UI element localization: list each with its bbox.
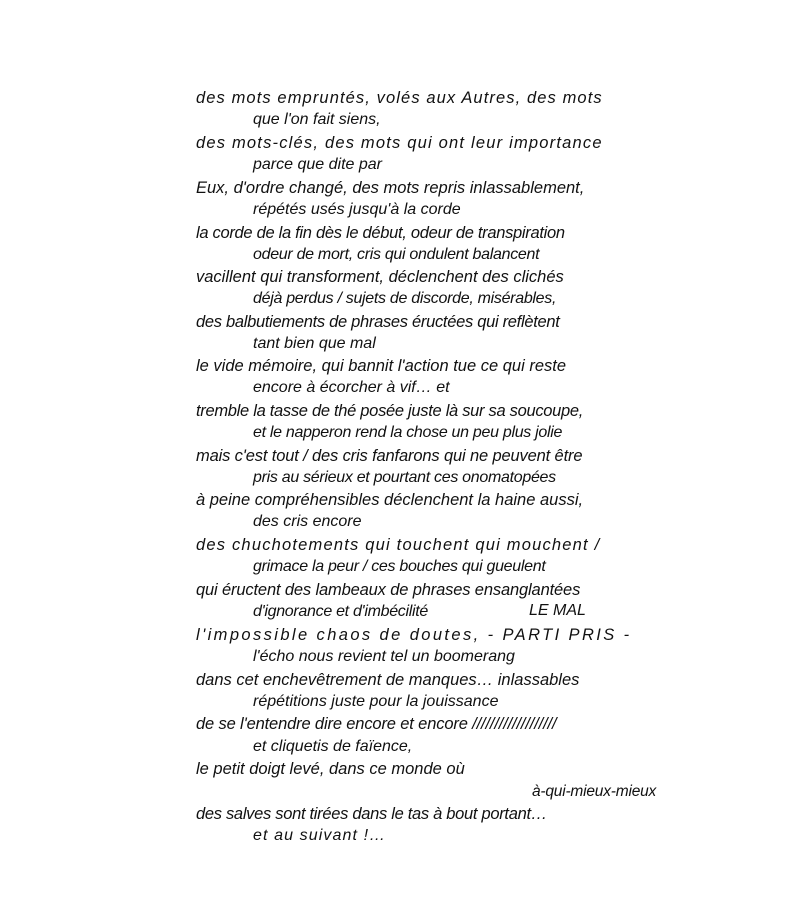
poem-line-2: que l'on fait siens,	[253, 111, 381, 128]
poem-line-32: à-qui-mieux-mieux	[532, 783, 657, 800]
poem-line-29: de se l'entendre dire encore et encore ///////////////////	[196, 715, 557, 733]
poem-line-10: déjà perdus / sujets de discorde, misérables,	[253, 290, 557, 307]
poem-line-3: des mots-clés, des mots qui ont leur importance	[196, 134, 603, 152]
poem-line-5: Eux, d'ordre changé, des mots repris inlassablement,	[196, 179, 585, 197]
poem-line-15: tremble la tasse de thé posée juste là sur sa soucoupe,	[196, 402, 584, 420]
le-mal-label: LE MAL	[529, 602, 586, 619]
poem-line-27: dans cet enchevêtrement de manques… inlassables	[196, 671, 580, 689]
poem-line-16: et le napperon rend la chose un peu plus jolie	[253, 424, 563, 441]
poem-line-28: répétitions juste pour la jouissance	[253, 693, 499, 710]
poem-line-21: des chuchotements qui touchent qui mouchent /	[196, 536, 601, 554]
poem-line-26: l'écho nous revient tel un boomerang	[253, 648, 515, 665]
poem-line-23: qui éructent des lambeaux de phrases ensanglantées	[196, 581, 581, 599]
poem-line-11: des balbutiements de phrases éructées qui reflètent	[196, 313, 560, 331]
poem-line-19: à peine compréhensibles déclenchent la haine aussi,	[196, 491, 584, 509]
poem-line-8: odeur de mort, cris qui ondulent balancent	[253, 246, 540, 263]
poem-line-6: répétés usés jusqu'à la corde	[253, 201, 461, 218]
poem-line-22: grimace la peur / ces bouches qui gueulent	[253, 558, 546, 575]
poem-line-31: le petit doigt levé, dans ce monde où	[196, 760, 465, 778]
poem-line-18: pris au sérieux et pourtant ces onomatopées	[253, 469, 556, 486]
poem-line-4: parce que dite par	[253, 156, 382, 173]
poem-line-17: mais c'est tout / des cris fanfarons qui ne peuvent être	[196, 447, 583, 465]
poem-line-33: des salves sont tirées dans le tas à bout portant…	[196, 805, 547, 823]
poem-line-13: le vide mémoire, qui bannit l'action tue ce qui reste	[196, 357, 567, 375]
poem-line-20: des cris encore	[253, 513, 362, 530]
poem-line-9: vacillent qui transforment, déclenchent des clichés	[196, 268, 564, 286]
poem-line-34: et au suivant !…	[253, 827, 387, 844]
poem-line-1: des mots empruntés, volés aux Autres, des mots	[196, 89, 603, 107]
poem-line-24: d'ignorance et d'imbécilité	[253, 603, 429, 620]
poem-line-14: encore à écorcher à vif… et	[253, 379, 450, 396]
poem-line-12: tant bien que mal	[253, 335, 376, 352]
poem-line-25: l'impossible chaos de doutes, - PARTI PRIS -	[196, 626, 632, 644]
poem-line-7: la corde de la fin dès le début, odeur de transpiration	[196, 224, 565, 242]
poem-line-30: et cliquetis de faïence,	[253, 738, 413, 755]
